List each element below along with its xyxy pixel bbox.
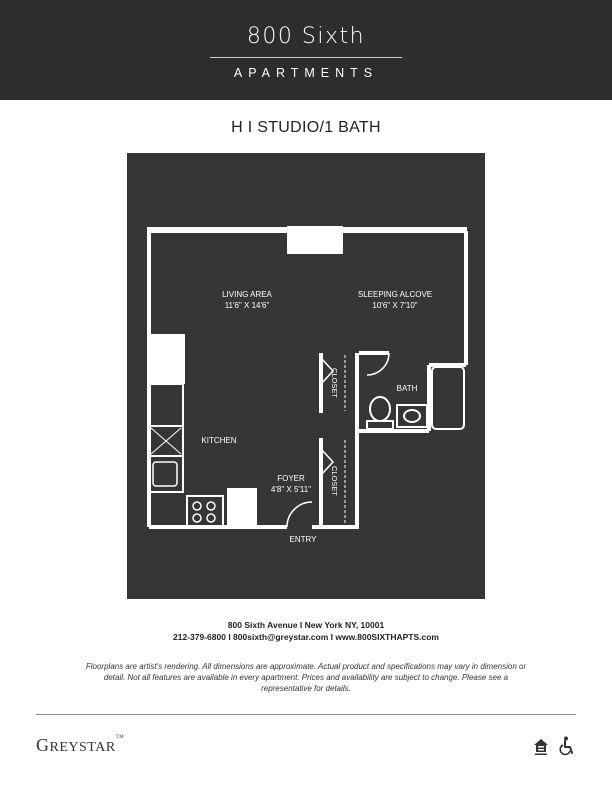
footer-divider (36, 714, 576, 715)
sleeping-alcove-dims: 10'6" X 7'10" (372, 301, 418, 310)
kitchen-label: KITCHEN (201, 436, 237, 445)
floorplan (127, 153, 485, 599)
equal-housing-icon (533, 738, 549, 756)
wheelchair-accessible-icon (558, 736, 576, 756)
contact-phone-email-web[interactable]: 212-379-6800 I 800sixth@greystar.com I www.800SIXTHAPTS.com (173, 632, 439, 642)
bath-label: BATH (396, 384, 418, 393)
entry-label: ENTRY (289, 535, 317, 544)
greystar-logo (36, 735, 124, 756)
foyer-dims: 4'8" X 5'11" (270, 485, 312, 494)
foyer-label: FOYER (277, 474, 305, 483)
sleeping-alcove-label: SLEEPING ALCOVE (357, 290, 433, 299)
living-area-dims: 11'6" X 14'6" (224, 301, 270, 310)
living-area-label: LIVING AREA (222, 290, 272, 299)
logo-first-letter: G (36, 735, 50, 755)
brand-subtitle: APARTMENTS (233, 66, 379, 80)
logo-tm: TM (115, 735, 125, 740)
brand-title: 800 Sixth (246, 24, 366, 49)
closet-label-upper: CLOSET (330, 367, 339, 399)
disclaimer: Floorplans are artist's rendering. All dimensions are approximate. Actual product and specifications may vary in dimension or detail. Not all features are available in every apartment. Prices and availability are subject to change. Please see a representative for details. (85, 662, 527, 693)
logo-rest: REYSTAR (49, 740, 116, 755)
closet-label-lower: CLOSET (330, 465, 339, 497)
contact-address: 800 Sixth Avenue I New York NY, 10001 (227, 620, 385, 630)
unit-title: H I STUDIO/1 BATH (231, 119, 381, 136)
brand-divider (210, 57, 402, 58)
header-banner (0, 0, 612, 100)
